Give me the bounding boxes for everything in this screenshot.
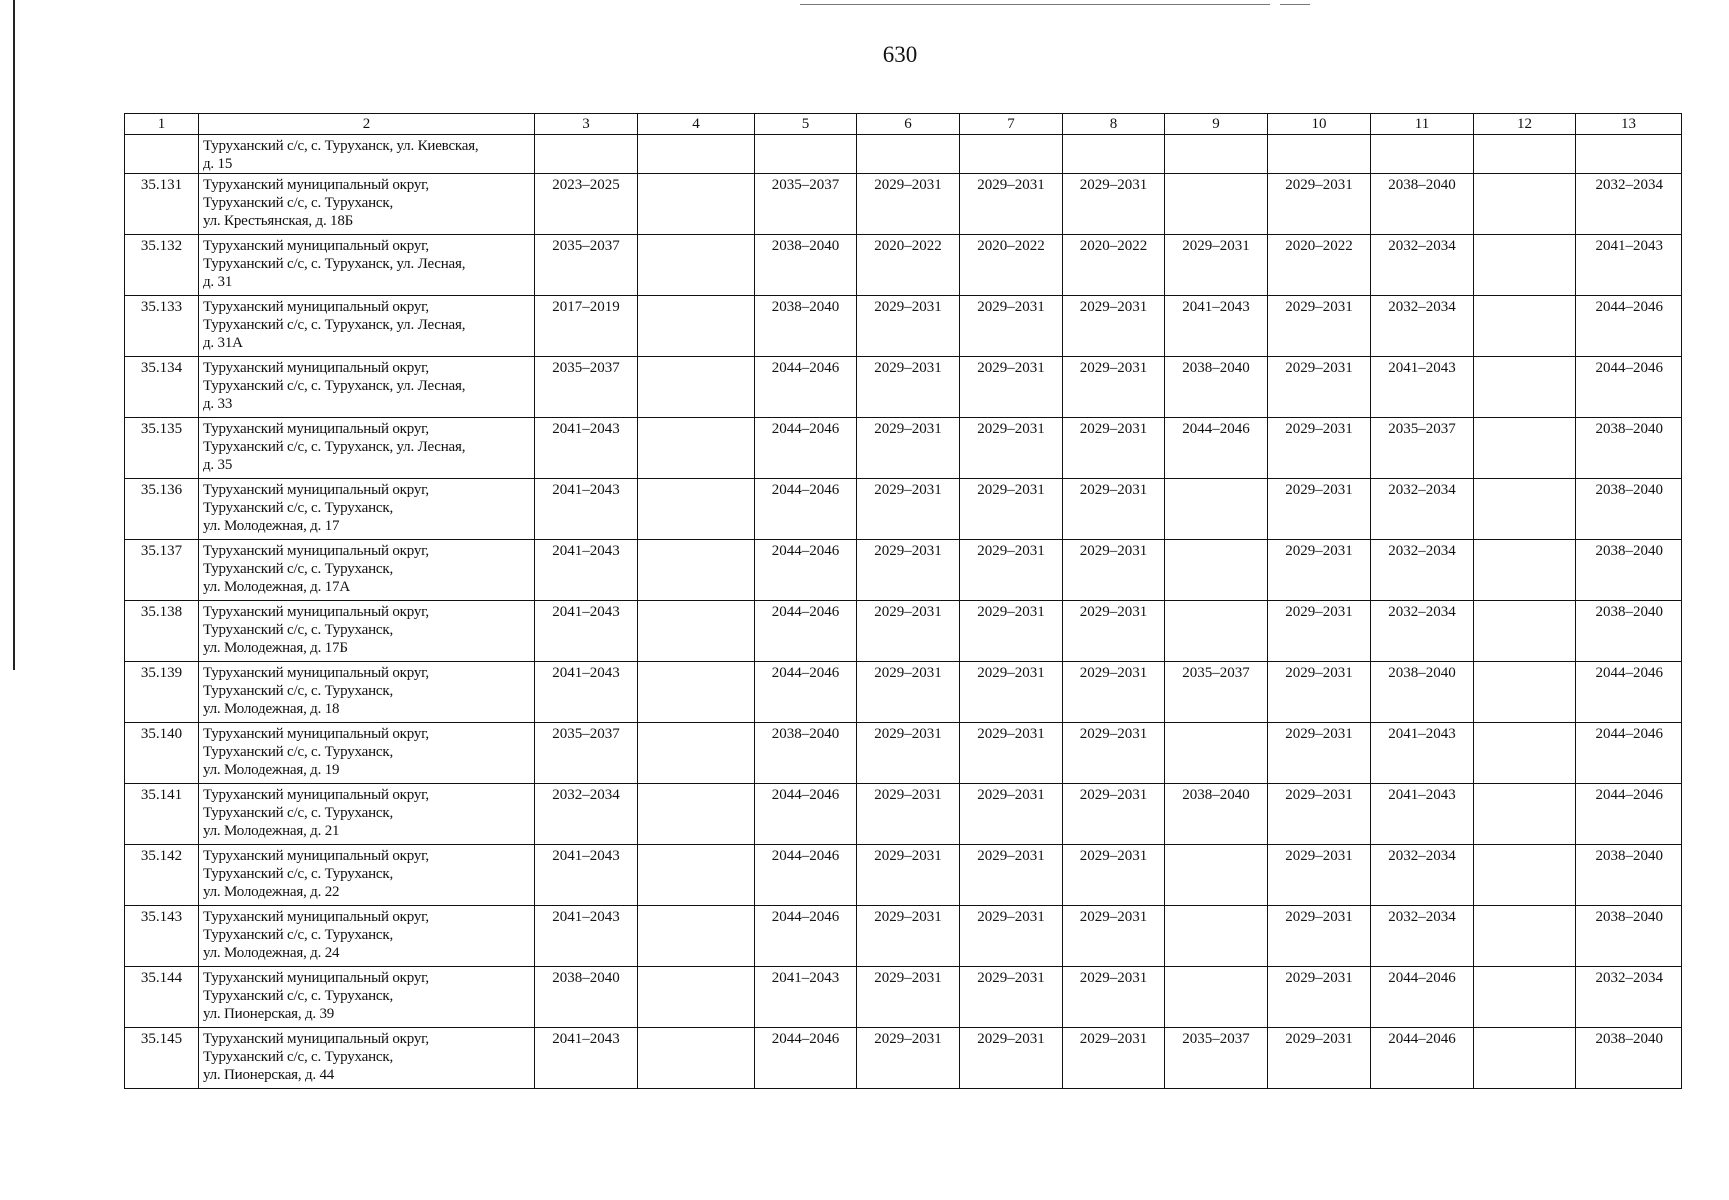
cell-address <box>199 723 535 784</box>
address-line: д. 15 <box>203 156 233 172</box>
address-line: Туруханский муниципальный округ, <box>203 665 429 681</box>
address-line: д. 33 <box>203 396 233 412</box>
cell-col-3: 2038–2040 <box>535 967 638 1028</box>
cell-col-6: 2029–2031 <box>857 357 960 418</box>
column-header-8: 8 <box>1063 114 1165 135</box>
cell-address <box>199 906 535 967</box>
cell-col-11: 2035–2037 <box>1371 418 1474 479</box>
cell-col-3: 2041–2043 <box>535 906 638 967</box>
cell-col-9 <box>1165 967 1268 1028</box>
address-line: Туруханский с/с, с. Туруханск, ул. Киевская, <box>203 138 479 154</box>
address-line: Туруханский муниципальный округ, <box>203 543 429 559</box>
cell-col-7: 2029–2031 <box>960 784 1063 845</box>
cell-col-13: 2038–2040 <box>1576 601 1682 662</box>
cell-col-4 <box>638 296 755 357</box>
cell-col-8: 2029–2031 <box>1063 601 1165 662</box>
table-row <box>125 174 1682 235</box>
cell-address <box>199 845 535 906</box>
cell-col-7: 2029–2031 <box>960 479 1063 540</box>
cell-col-12 <box>1474 296 1576 357</box>
address-line: ул. Молодежная, д. 21 <box>203 823 340 839</box>
address-line: ул. Молодежная, д. 18 <box>203 701 340 717</box>
cell-col-12 <box>1474 174 1576 235</box>
cell-col-5: 2044–2046 <box>755 540 857 601</box>
cell-col-8: 2029–2031 <box>1063 784 1165 845</box>
cell-col-13: 2044–2046 <box>1576 784 1682 845</box>
column-header-1: 1 <box>125 114 199 135</box>
address-line: Туруханский муниципальный округ, <box>203 726 429 742</box>
cell-address <box>199 135 535 174</box>
cell-col-10: 2029–2031 <box>1268 845 1371 906</box>
cell-col-6: 2029–2031 <box>857 784 960 845</box>
cell-col-12 <box>1474 906 1576 967</box>
cell-col-5: 2044–2046 <box>755 1028 857 1089</box>
column-header-11: 11 <box>1371 114 1474 135</box>
cell-col-8: 2029–2031 <box>1063 540 1165 601</box>
cell-col-11: 2032–2034 <box>1371 235 1474 296</box>
schedule-table <box>124 113 1682 1089</box>
address-line: Туруханский муниципальный округ, <box>203 177 429 193</box>
cell-col-5: 2044–2046 <box>755 601 857 662</box>
table-body <box>125 135 1682 1089</box>
cell-col-12 <box>1474 967 1576 1028</box>
cell-empty <box>1063 135 1165 174</box>
cell-col-10: 2029–2031 <box>1268 540 1371 601</box>
cell-col-11: 2032–2034 <box>1371 906 1474 967</box>
cell-row-number: 35.143 <box>125 906 199 967</box>
cell-col-7: 2029–2031 <box>960 967 1063 1028</box>
cell-col-7: 2029–2031 <box>960 906 1063 967</box>
cell-col-4 <box>638 418 755 479</box>
address-line: ул. Молодежная, д. 17А <box>203 579 350 595</box>
cell-col-10: 2029–2031 <box>1268 296 1371 357</box>
cell-empty <box>1576 135 1682 174</box>
address-line: Туруханский с/с, с. Туруханск, <box>203 500 393 516</box>
cell-row-number: 35.131 <box>125 174 199 235</box>
cell-col-4 <box>638 174 755 235</box>
address-line: Туруханский муниципальный округ, <box>203 299 429 315</box>
cell-col-4 <box>638 540 755 601</box>
cell-col-13: 2044–2046 <box>1576 723 1682 784</box>
cell-col-10: 2029–2031 <box>1268 784 1371 845</box>
address-line: Туруханский с/с, с. Туруханск, <box>203 805 393 821</box>
cell-col-6: 2029–2031 <box>857 418 960 479</box>
cell-col-9: 2038–2040 <box>1165 784 1268 845</box>
cell-col-9 <box>1165 601 1268 662</box>
cell-col-4 <box>638 723 755 784</box>
cell-col-4 <box>638 1028 755 1089</box>
cell-row-number: 35.133 <box>125 296 199 357</box>
cell-col-3: 2032–2034 <box>535 784 638 845</box>
cell-col-11: 2032–2034 <box>1371 296 1474 357</box>
cell-col-6: 2029–2031 <box>857 479 960 540</box>
cell-address <box>199 784 535 845</box>
address-line: Туруханский с/с, с. Туруханск, ул. Лесная, <box>203 439 466 455</box>
cell-col-9 <box>1165 906 1268 967</box>
cell-col-11: 2032–2034 <box>1371 845 1474 906</box>
cell-address <box>199 235 535 296</box>
cell-col-5: 2044–2046 <box>755 906 857 967</box>
cell-col-10: 2029–2031 <box>1268 967 1371 1028</box>
table-row <box>125 1028 1682 1089</box>
cell-col-6: 2029–2031 <box>857 540 960 601</box>
cell-col-11: 2032–2034 <box>1371 601 1474 662</box>
cell-col-12 <box>1474 479 1576 540</box>
address-line: ул. Молодежная, д. 17 <box>203 518 340 534</box>
cell-col-6: 2029–2031 <box>857 1028 960 1089</box>
cell-col-12 <box>1474 1028 1576 1089</box>
cell-empty <box>638 135 755 174</box>
column-header-13: 13 <box>1576 114 1682 135</box>
table-row <box>125 479 1682 540</box>
table-row <box>125 967 1682 1028</box>
cell-col-13: 2038–2040 <box>1576 845 1682 906</box>
cell-col-4 <box>638 235 755 296</box>
cell-col-9: 2029–2031 <box>1165 235 1268 296</box>
cell-col-3: 2035–2037 <box>535 357 638 418</box>
cell-col-11: 2044–2046 <box>1371 1028 1474 1089</box>
cell-col-4 <box>638 601 755 662</box>
address-line: Туруханский с/с, с. Туруханск, <box>203 927 393 943</box>
cell-col-5: 2038–2040 <box>755 723 857 784</box>
cell-col-13: 2041–2043 <box>1576 235 1682 296</box>
cell-empty <box>960 135 1063 174</box>
address-line: Туруханский муниципальный округ, <box>203 1031 429 1047</box>
table-row <box>125 235 1682 296</box>
cell-col-8: 2020–2022 <box>1063 235 1165 296</box>
continuation-row <box>125 135 1682 174</box>
cell-num <box>125 135 199 174</box>
table-row <box>125 357 1682 418</box>
cell-col-13: 2038–2040 <box>1576 1028 1682 1089</box>
cell-row-number: 35.142 <box>125 845 199 906</box>
cell-col-8: 2029–2031 <box>1063 662 1165 723</box>
cell-address <box>199 662 535 723</box>
table-row <box>125 601 1682 662</box>
address-line: Туруханский с/с, с. Туруханск, ул. Лесная, <box>203 256 466 272</box>
cell-col-8: 2029–2031 <box>1063 418 1165 479</box>
cell-col-12 <box>1474 662 1576 723</box>
column-header-7: 7 <box>960 114 1063 135</box>
cell-col-13: 2044–2046 <box>1576 296 1682 357</box>
cell-col-13: 2044–2046 <box>1576 357 1682 418</box>
cell-address <box>199 479 535 540</box>
cell-row-number: 35.145 <box>125 1028 199 1089</box>
cell-col-9: 2038–2040 <box>1165 357 1268 418</box>
cell-col-12 <box>1474 235 1576 296</box>
address-line: д. 31 <box>203 274 233 290</box>
left-margin-rule <box>13 0 15 670</box>
cell-col-5: 2044–2046 <box>755 479 857 540</box>
cell-col-3: 2041–2043 <box>535 845 638 906</box>
cell-col-7: 2029–2031 <box>960 662 1063 723</box>
column-header-9: 9 <box>1165 114 1268 135</box>
cell-col-12 <box>1474 418 1576 479</box>
cell-col-4 <box>638 784 755 845</box>
cell-col-11: 2041–2043 <box>1371 723 1474 784</box>
cell-col-6: 2029–2031 <box>857 845 960 906</box>
cell-col-6: 2029–2031 <box>857 296 960 357</box>
column-header-6: 6 <box>857 114 960 135</box>
cell-col-9: 2035–2037 <box>1165 662 1268 723</box>
cell-col-5: 2044–2046 <box>755 418 857 479</box>
cell-empty <box>857 135 960 174</box>
cell-col-4 <box>638 906 755 967</box>
cell-empty <box>1371 135 1474 174</box>
address-line: Туруханский муниципальный округ, <box>203 848 429 864</box>
cell-col-10: 2029–2031 <box>1268 662 1371 723</box>
cell-col-6: 2029–2031 <box>857 601 960 662</box>
cell-col-5: 2038–2040 <box>755 296 857 357</box>
cell-col-13: 2038–2040 <box>1576 418 1682 479</box>
cell-col-3: 2023–2025 <box>535 174 638 235</box>
cell-col-9 <box>1165 540 1268 601</box>
cell-address <box>199 418 535 479</box>
address-line: Туруханский муниципальный округ, <box>203 238 429 254</box>
address-line: Туруханский с/с, с. Туруханск, <box>203 1049 393 1065</box>
cell-col-3: 2017–2019 <box>535 296 638 357</box>
cell-col-10: 2029–2031 <box>1268 723 1371 784</box>
cell-col-11: 2044–2046 <box>1371 967 1474 1028</box>
cell-col-12 <box>1474 845 1576 906</box>
cell-col-6: 2029–2031 <box>857 174 960 235</box>
address-line: ул. Молодежная, д. 22 <box>203 884 340 900</box>
cell-col-8: 2029–2031 <box>1063 906 1165 967</box>
cell-col-13: 2038–2040 <box>1576 906 1682 967</box>
table-row <box>125 418 1682 479</box>
cell-col-9: 2041–2043 <box>1165 296 1268 357</box>
cell-col-6: 2029–2031 <box>857 906 960 967</box>
cell-address <box>199 967 535 1028</box>
address-line: Туруханский с/с, с. Туруханск, <box>203 683 393 699</box>
cell-col-8: 2029–2031 <box>1063 845 1165 906</box>
address-line: д. 35 <box>203 457 233 473</box>
cell-col-7: 2029–2031 <box>960 418 1063 479</box>
cell-empty <box>755 135 857 174</box>
cell-col-4 <box>638 357 755 418</box>
cell-col-7: 2029–2031 <box>960 174 1063 235</box>
cell-col-12 <box>1474 357 1576 418</box>
cell-col-13: 2032–2034 <box>1576 174 1682 235</box>
address-line: Туруханский с/с, с. Туруханск, ул. Лесная, <box>203 378 466 394</box>
address-line: Туруханский с/с, с. Туруханск, <box>203 988 393 1004</box>
cell-col-7: 2029–2031 <box>960 845 1063 906</box>
address-line: Туруханский муниципальный округ, <box>203 421 429 437</box>
cell-row-number: 35.135 <box>125 418 199 479</box>
cell-col-5: 2038–2040 <box>755 235 857 296</box>
cell-col-5: 2044–2046 <box>755 845 857 906</box>
cell-col-11: 2041–2043 <box>1371 784 1474 845</box>
cell-address <box>199 540 535 601</box>
cell-col-11: 2032–2034 <box>1371 479 1474 540</box>
top-scan-rule-short <box>1280 4 1310 5</box>
address-line: д. 31А <box>203 335 243 351</box>
table-row <box>125 296 1682 357</box>
cell-col-3: 2041–2043 <box>535 601 638 662</box>
cell-address <box>199 174 535 235</box>
cell-row-number: 35.138 <box>125 601 199 662</box>
address-line: ул. Молодежная, д. 17Б <box>203 640 348 656</box>
cell-col-3: 2041–2043 <box>535 662 638 723</box>
cell-row-number: 35.140 <box>125 723 199 784</box>
cell-col-9 <box>1165 845 1268 906</box>
cell-col-8: 2029–2031 <box>1063 296 1165 357</box>
cell-col-9: 2044–2046 <box>1165 418 1268 479</box>
cell-col-3: 2041–2043 <box>535 418 638 479</box>
cell-col-7: 2029–2031 <box>960 723 1063 784</box>
cell-col-6: 2029–2031 <box>857 967 960 1028</box>
cell-col-12 <box>1474 540 1576 601</box>
cell-col-9 <box>1165 174 1268 235</box>
cell-col-7: 2029–2031 <box>960 357 1063 418</box>
column-header-4: 4 <box>638 114 755 135</box>
cell-col-3: 2035–2037 <box>535 235 638 296</box>
address-line: Туруханский с/с, с. Туруханск, <box>203 744 393 760</box>
address-line: ул. Пионерская, д. 39 <box>203 1006 335 1022</box>
page-number: 630 <box>882 42 918 67</box>
cell-col-12 <box>1474 601 1576 662</box>
cell-col-10: 2020–2022 <box>1268 235 1371 296</box>
address-line: Туруханский с/с, с. Туруханск, ул. Лесная, <box>203 317 466 333</box>
cell-empty <box>1165 135 1268 174</box>
table-header <box>125 114 1682 135</box>
cell-col-4 <box>638 662 755 723</box>
cell-address <box>199 601 535 662</box>
address-line: Туруханский муниципальный округ, <box>203 787 429 803</box>
column-header-2: 2 <box>199 114 535 135</box>
address-line: Туруханский с/с, с. Туруханск, <box>203 866 393 882</box>
cell-col-10: 2029–2031 <box>1268 357 1371 418</box>
cell-col-8: 2029–2031 <box>1063 723 1165 784</box>
cell-row-number: 35.141 <box>125 784 199 845</box>
cell-col-8: 2029–2031 <box>1063 174 1165 235</box>
cell-col-9 <box>1165 723 1268 784</box>
address-line: Туруханский муниципальный округ, <box>203 482 429 498</box>
address-line: ул. Крестьянская, д. 18Б <box>203 213 354 229</box>
cell-col-11: 2041–2043 <box>1371 357 1474 418</box>
cell-col-11: 2038–2040 <box>1371 174 1474 235</box>
cell-col-10: 2029–2031 <box>1268 906 1371 967</box>
address-line: ул. Пионерская, д. 44 <box>203 1067 335 1083</box>
cell-row-number: 35.134 <box>125 357 199 418</box>
address-line: Туруханский муниципальный округ, <box>203 909 429 925</box>
cell-address <box>199 296 535 357</box>
table-row <box>125 723 1682 784</box>
table-row <box>125 906 1682 967</box>
cell-address <box>199 1028 535 1089</box>
cell-col-10: 2029–2031 <box>1268 479 1371 540</box>
cell-col-13: 2044–2046 <box>1576 662 1682 723</box>
address-line: Туруханский с/с, с. Туруханск, <box>203 561 393 577</box>
cell-col-8: 2029–2031 <box>1063 967 1165 1028</box>
header-row <box>125 114 1682 135</box>
cell-col-10: 2029–2031 <box>1268 1028 1371 1089</box>
cell-row-number: 35.139 <box>125 662 199 723</box>
cell-col-3: 2035–2037 <box>535 723 638 784</box>
cell-col-8: 2029–2031 <box>1063 479 1165 540</box>
column-header-12: 12 <box>1474 114 1576 135</box>
cell-col-3: 2041–2043 <box>535 540 638 601</box>
cell-col-5: 2041–2043 <box>755 967 857 1028</box>
cell-col-13: 2032–2034 <box>1576 967 1682 1028</box>
cell-col-12 <box>1474 723 1576 784</box>
cell-col-5: 2035–2037 <box>755 174 857 235</box>
cell-col-4 <box>638 479 755 540</box>
cell-col-10: 2029–2031 <box>1268 174 1371 235</box>
cell-col-11: 2038–2040 <box>1371 662 1474 723</box>
cell-col-6: 2029–2031 <box>857 662 960 723</box>
cell-col-11: 2032–2034 <box>1371 540 1474 601</box>
cell-col-6: 2029–2031 <box>857 723 960 784</box>
cell-col-9: 2035–2037 <box>1165 1028 1268 1089</box>
cell-col-3: 2041–2043 <box>535 479 638 540</box>
cell-col-3: 2041–2043 <box>535 1028 638 1089</box>
cell-col-7: 2029–2031 <box>960 296 1063 357</box>
cell-col-7: 2020–2022 <box>960 235 1063 296</box>
cell-col-4 <box>638 845 755 906</box>
table-row <box>125 662 1682 723</box>
cell-col-13: 2038–2040 <box>1576 479 1682 540</box>
top-scan-rule <box>800 4 1270 5</box>
cell-col-6: 2020–2022 <box>857 235 960 296</box>
cell-empty <box>1268 135 1371 174</box>
cell-col-10: 2029–2031 <box>1268 601 1371 662</box>
cell-col-7: 2029–2031 <box>960 601 1063 662</box>
cell-col-12 <box>1474 784 1576 845</box>
column-header-10: 10 <box>1268 114 1371 135</box>
cell-col-5: 2044–2046 <box>755 784 857 845</box>
address-line: ул. Молодежная, д. 19 <box>203 762 340 778</box>
address-line: Туруханский с/с, с. Туруханск, <box>203 622 393 638</box>
cell-row-number: 35.136 <box>125 479 199 540</box>
table-row <box>125 784 1682 845</box>
cell-col-8: 2029–2031 <box>1063 357 1165 418</box>
address-line: Туруханский муниципальный округ, <box>203 604 429 620</box>
address-line: Туруханский с/с, с. Туруханск, <box>203 195 393 211</box>
cell-col-5: 2044–2046 <box>755 357 857 418</box>
column-header-3: 3 <box>535 114 638 135</box>
cell-col-7: 2029–2031 <box>960 1028 1063 1089</box>
table-row <box>125 540 1682 601</box>
address-line: Туруханский муниципальный округ, <box>203 970 429 986</box>
column-header-5: 5 <box>755 114 857 135</box>
cell-empty <box>535 135 638 174</box>
table-row <box>125 845 1682 906</box>
cell-row-number: 35.132 <box>125 235 199 296</box>
cell-empty <box>1474 135 1576 174</box>
cell-col-4 <box>638 967 755 1028</box>
cell-col-7: 2029–2031 <box>960 540 1063 601</box>
cell-col-9 <box>1165 479 1268 540</box>
cell-row-number: 35.144 <box>125 967 199 1028</box>
cell-col-13: 2038–2040 <box>1576 540 1682 601</box>
cell-address <box>199 357 535 418</box>
address-line: Туруханский муниципальный округ, <box>203 360 429 376</box>
cell-col-5: 2044–2046 <box>755 662 857 723</box>
cell-col-10: 2029–2031 <box>1268 418 1371 479</box>
cell-row-number: 35.137 <box>125 540 199 601</box>
cell-col-8: 2029–2031 <box>1063 1028 1165 1089</box>
address-line: ул. Молодежная, д. 24 <box>203 945 340 961</box>
